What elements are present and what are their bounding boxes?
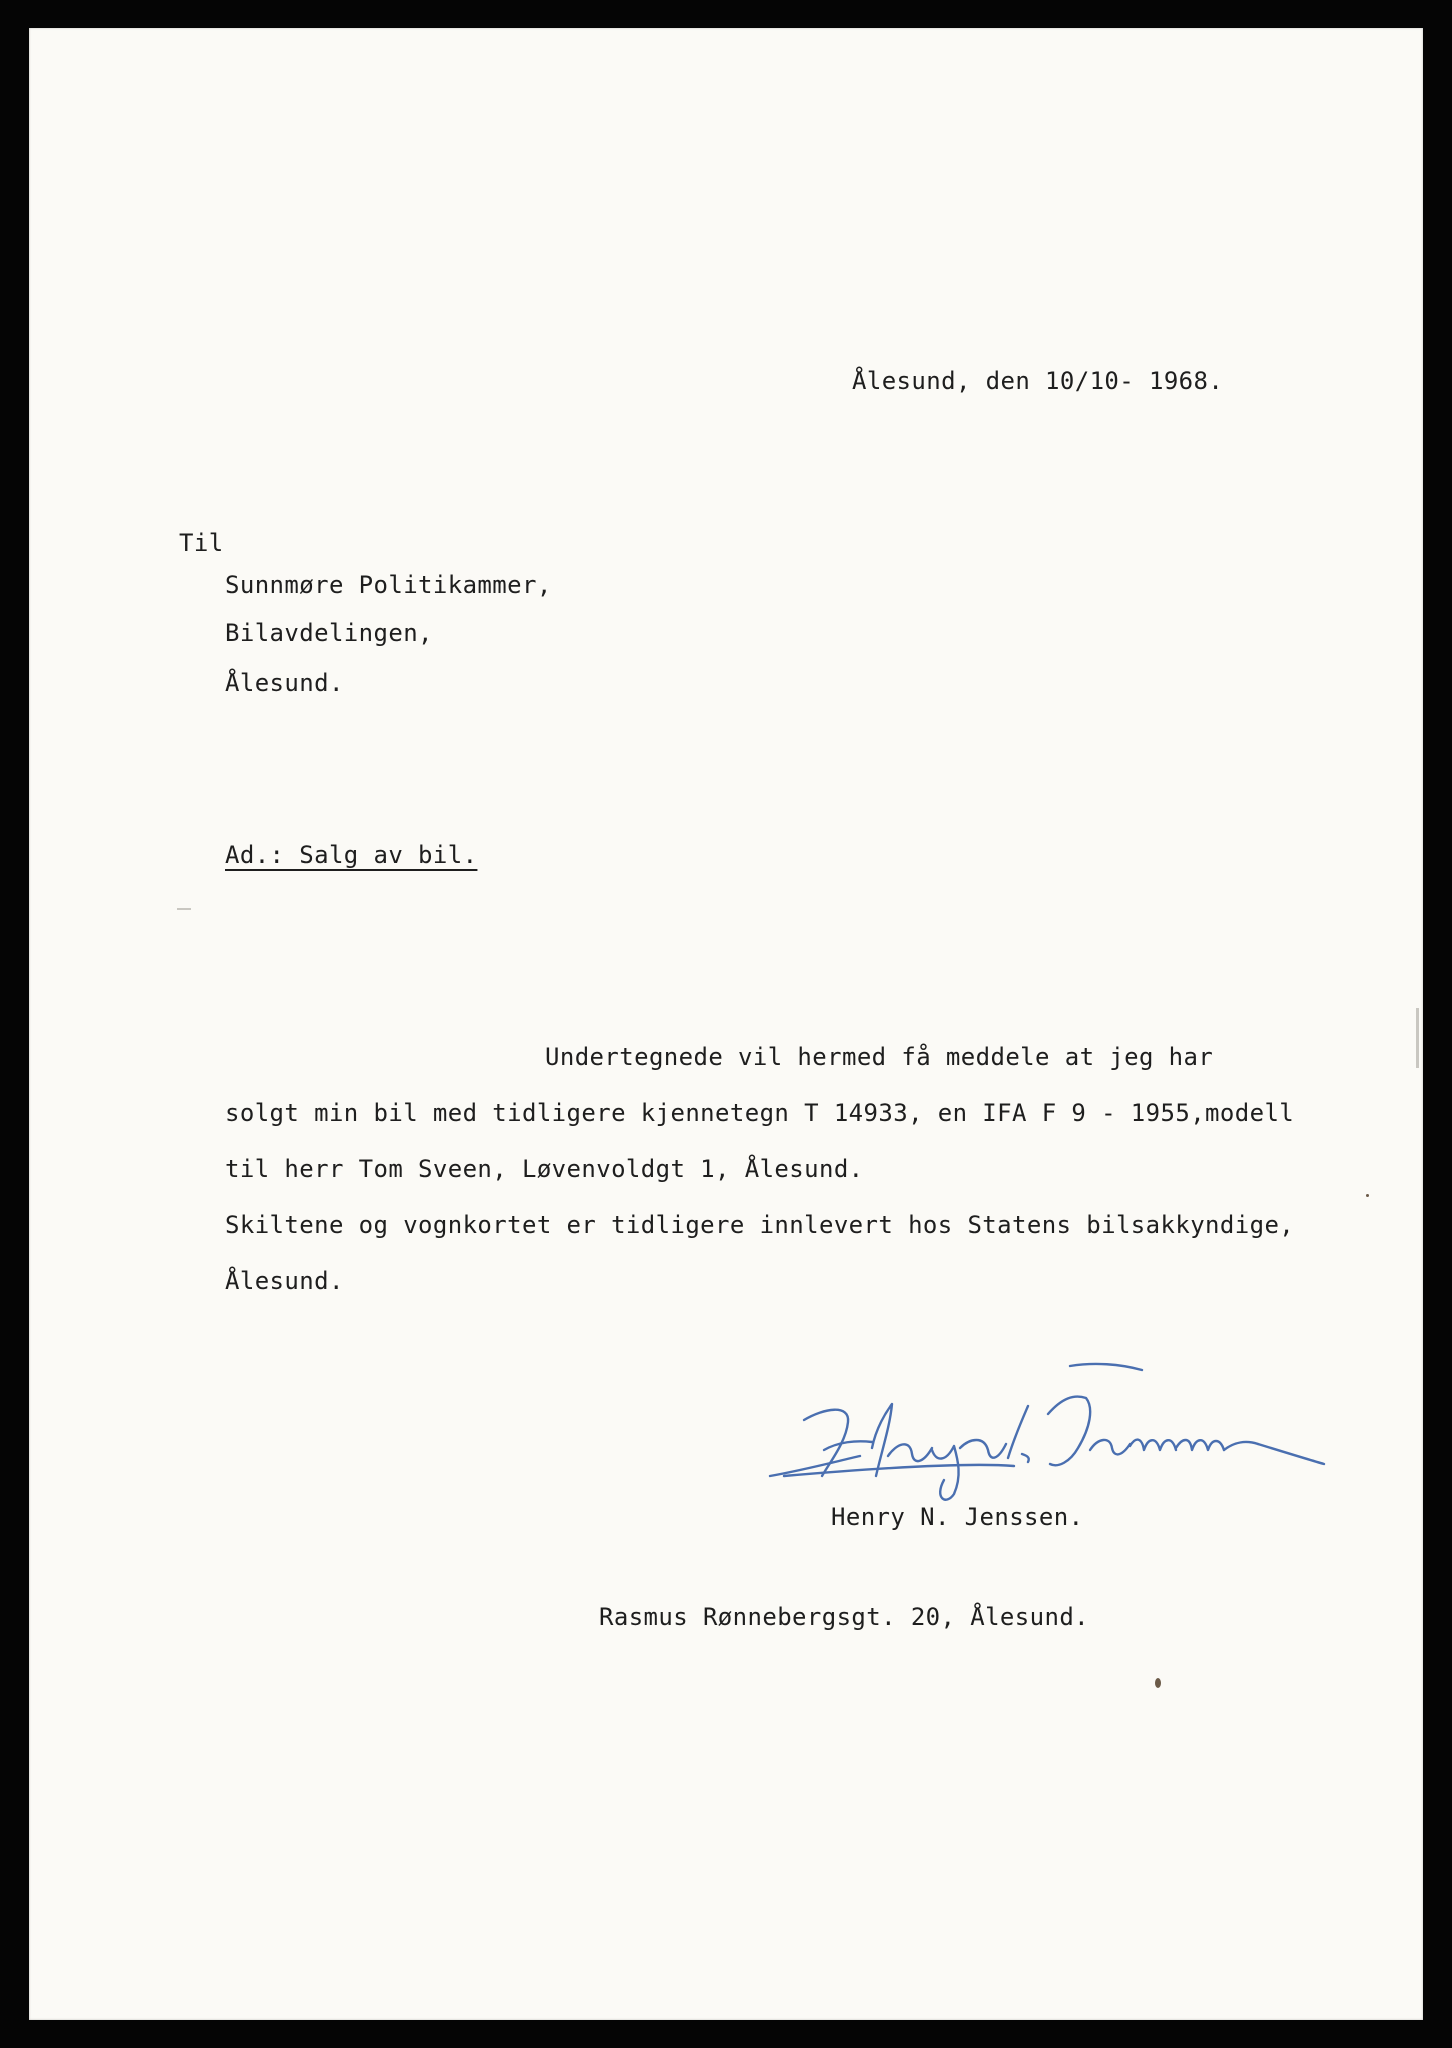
signer-address: Rasmus Rønnebergsgt. 20, Ålesund. <box>599 1603 1090 1631</box>
body-line: Undertegnede vil hermed få meddele at jeg har <box>545 1043 1214 1071</box>
paper-mark <box>177 908 191 910</box>
letter-paper <box>29 28 1423 2020</box>
recipient-line: Ålesund. <box>225 669 344 697</box>
body-line: solgt min bil med tidligere kjennetegn T 14933, en IFA F 9 - 1955,modell <box>225 1099 1295 1127</box>
recipient-line: Bilavdelingen, <box>225 619 433 647</box>
ink-speck <box>1366 1194 1369 1197</box>
recipient-line: Sunnmøre Politikammer, <box>225 571 552 599</box>
salutation: Til <box>179 529 224 557</box>
body-line: Ålesund. <box>225 1267 344 1295</box>
paper-crease <box>1416 1008 1419 1068</box>
date-line: Ålesund, den 10/10- 1968. <box>852 367 1224 395</box>
subject-line: Ad.: Salg av bil. <box>225 841 478 869</box>
body-line: til herr Tom Sveen, Løvenvoldgt 1, Ålesund. <box>225 1155 864 1183</box>
ink-speck <box>1155 1678 1161 1688</box>
body-line: Skiltene og vognkortet er tidligere innlevert hos Statens bilsakkyndige, <box>225 1211 1295 1239</box>
signer-name: Henry N. Jenssen. <box>831 1503 1084 1531</box>
handwritten-signature <box>764 1358 1334 1508</box>
